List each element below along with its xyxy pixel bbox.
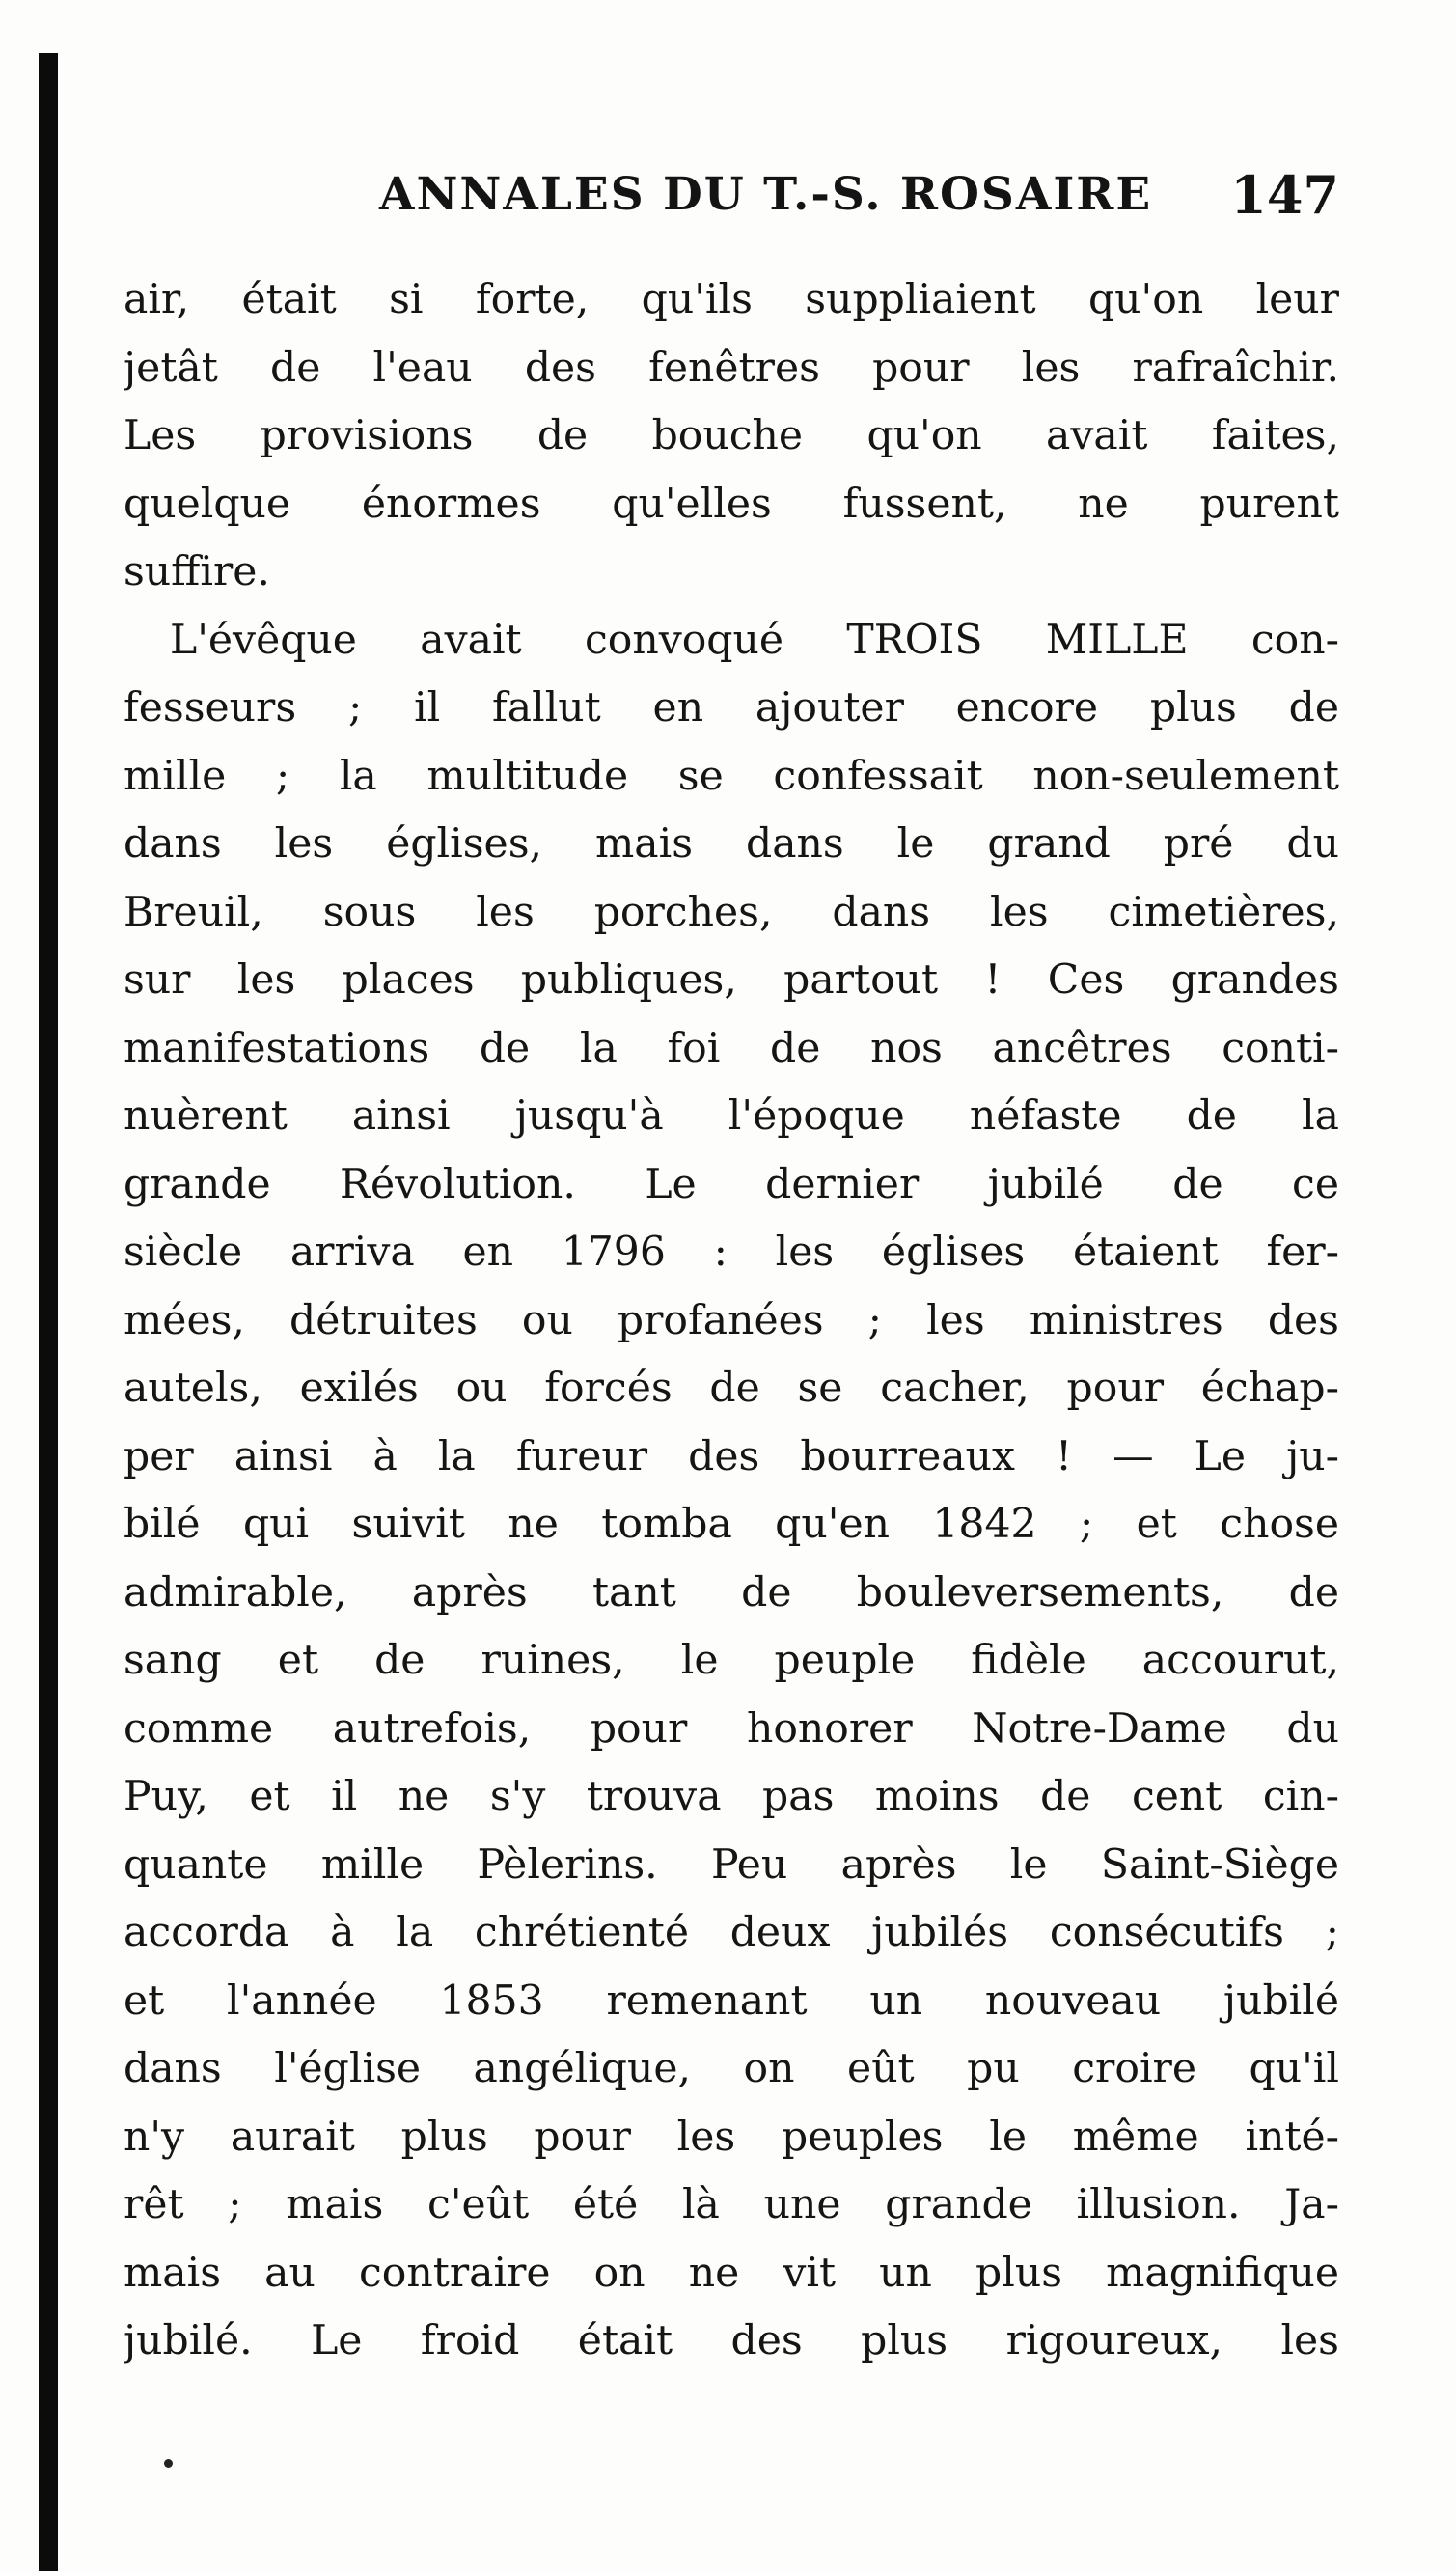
text-line: mais au contraire on ne vit un plus magnifique [124,2249,1339,2297]
text-line: comme autrefois, pour honorer Notre-Dame du [124,1704,1339,1753]
text-line: n'y aurait plus pour les peuples le même inté- [124,2113,1339,2161]
text-line: fesseurs ; il fallut en ajouter encore plus de [124,684,1339,732]
text-line: dans l'église angélique, on eût pu croire qu'il [124,2045,1339,2092]
text-line: jubilé. Le froid était des plus rigoureux, les [124,2317,1339,2364]
text-line: suffire. [124,548,270,595]
text-line: quante mille Pèlerins. Peu après le Saint-Siège [124,1840,1339,1889]
text-line: per ainsi à la fureur des bourreaux ! — Le ju- [124,1432,1339,1480]
text-line: admirable, après tant de bouleversements, de [124,1568,1339,1617]
text-line: jetât de l'eau des fenêtres pour les rafraîchir. [124,344,1339,392]
text-line: autels, exilés ou forcés de se cacher, pour échap- [124,1365,1339,1412]
text-line: rêt ; mais c'eût été là une grande illusion. Ja- [124,2181,1339,2228]
body-text [124,266,1339,2376]
text-line: quelque énormes qu'elles fussent, ne purent [124,480,1339,528]
text-line: mille ; la multitude se confessait non-seulement [124,752,1339,800]
text-line: sur les places publiques, partout ! Ces grandes [124,956,1339,1004]
text-line: bilé qui suivit ne tomba qu'en 1842 ; et chose [124,1501,1339,1548]
page-spine-shadow [39,53,58,2571]
text-line: siècle arriva en 1796 : les églises étaient fer- [124,1229,1339,1276]
page-number: 147 [1230,164,1339,226]
text-line: manifestations de la foi de nos ancêtres conti- [124,1024,1339,1072]
text-line: nuèrent ainsi jusqu'à l'époque néfaste de la [124,1092,1339,1140]
ink-speck [164,2459,173,2468]
text-line: Breuil, sous les porches, dans les cimetières, [124,888,1339,936]
text-line: grande Révolution. Le dernier jubilé de ce [124,1160,1339,1208]
text-line: L'évêque avait convoqué TROIS MILLE con- [170,616,1339,664]
text-line: mées, détruites ou profanées ; les ministres des [124,1296,1339,1344]
text-line: et l'année 1853 remenant un nouveau jubilé [124,1977,1339,2025]
text-line: sang et de ruines, le peuple fidèle accourut, [124,1637,1339,1684]
page-header [124,164,1339,232]
text-line: accorda à la chrétienté deux jubilés consécutifs ; [124,1909,1339,1956]
text-line: Les provisions de bouche qu'on avait faites, [124,412,1339,459]
running-title: ANNALES DU T.-S. ROSAIRE [379,168,1153,221]
text-line: Puy, et il ne s'y trouva pas moins de cent cin- [124,1773,1339,1820]
text-line: dans les églises, mais dans le grand pré du [124,820,1339,868]
text-line: air, était si forte, qu'ils suppliaient qu'on leur [124,276,1339,323]
